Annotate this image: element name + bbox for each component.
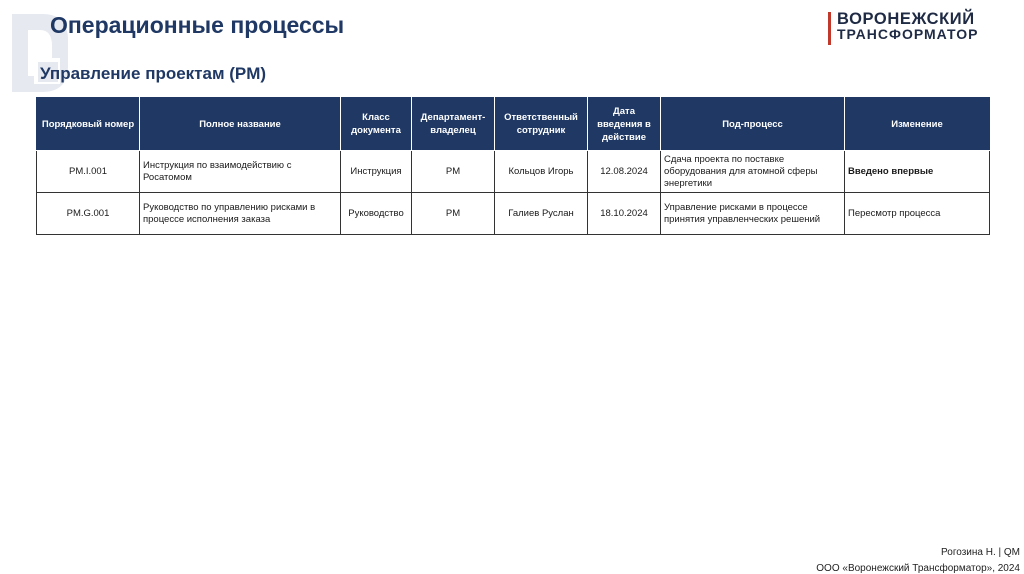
column-header-class: Класс документа (341, 98, 412, 151)
cell-owner: Кольцов Игорь (495, 151, 588, 193)
footer-author: Рогозина Н. | QM (941, 547, 1020, 558)
cell-subprocess: Сдача проекта по поставке оборудования для атомной сферы энергетики (661, 151, 845, 193)
cell-name: Инструкция по взаимодействию с Росатомом (140, 151, 341, 193)
processes-table (36, 97, 990, 235)
cell-owner: Галиев Руслан (495, 193, 588, 235)
cell-number: PM.G.001 (37, 193, 140, 235)
column-header-department: Департамент-владелец (412, 98, 495, 151)
column-header-name: Полное название (140, 98, 341, 151)
column-header-date: Дата введения в действие (588, 98, 661, 151)
company-logo (828, 12, 979, 45)
column-header-subprocess: Под-процесс (661, 98, 845, 151)
cell-department: PM (412, 193, 495, 235)
page-subtitle: Управление проектам (PM) (40, 64, 267, 83)
cell-department: PM (412, 151, 495, 193)
table-row (37, 151, 990, 193)
cell-class: Инструкция (341, 151, 412, 193)
cell-class: Руководство (341, 193, 412, 235)
column-header-change: Изменение (845, 98, 990, 151)
column-header-owner: Ответственный сотрудник (495, 98, 588, 151)
column-header-number: Порядковый номер (37, 98, 140, 151)
cell-name: Руководство по управлению рисками в процессе исполнения заказа (140, 193, 341, 235)
table-header-row (37, 98, 990, 151)
cell-change: Пересмотр процесса (845, 193, 990, 235)
cell-date: 12.08.2024 (588, 151, 661, 193)
cell-date: 18.10.2024 (588, 193, 661, 235)
page-title: Операционные процессы (50, 12, 345, 38)
cell-number: PM.I.001 (37, 151, 140, 193)
table-row (37, 193, 990, 235)
logo-line-1: ВОРОНЕЖСКИЙ (837, 10, 975, 28)
footer-company: ООО «Воронежский Трансформатор», 2024 (816, 563, 1020, 574)
cell-change: Введено впервые (845, 151, 990, 193)
logo-line-2: ТРАНСФОРМАТОР (837, 26, 979, 42)
cell-subprocess: Управление рисками в процессе принятия управленческих решений (661, 193, 845, 235)
